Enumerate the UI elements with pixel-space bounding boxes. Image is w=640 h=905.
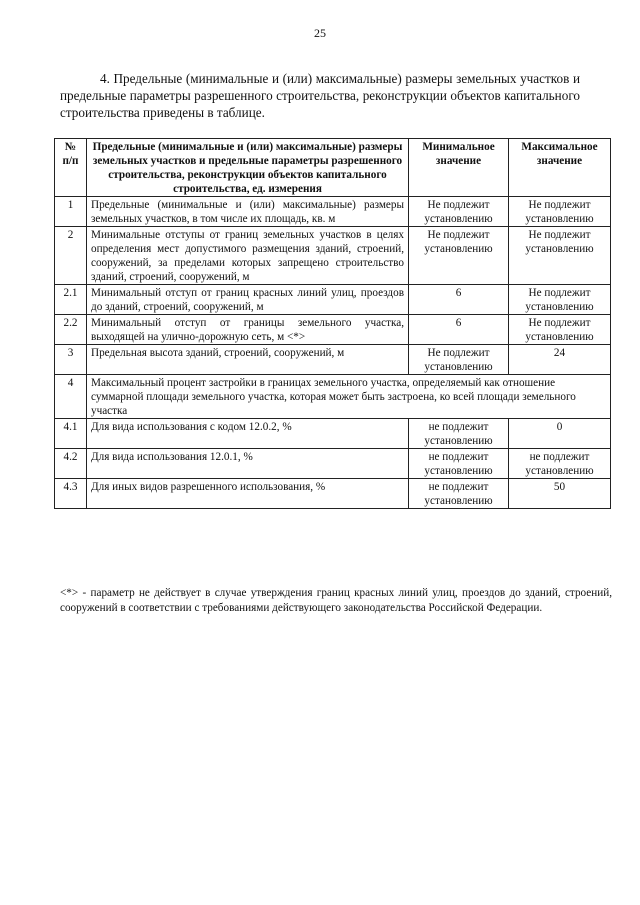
row-max: Не подлежит установлению xyxy=(509,285,611,315)
row-name: Предельная высота зданий, строений, сооружений, м xyxy=(87,345,409,375)
table-row xyxy=(55,449,611,479)
footnote: <*> - параметр не действует в случае утверждения границ красных линий улиц, проездов до зданий, строений, сооружений в соответствии с требованиями действующего законодательства Российской Федерации. xyxy=(60,587,612,614)
row-min: не подлежит установлению xyxy=(409,419,509,449)
intro-paragraph: 4. Предельные (минимальные и (или) максимальные) размеры земельных участков и предельные параметры разрешенного строительства, реконструкции объектов капитального строительства приведены в таблице. xyxy=(60,71,580,120)
table-row xyxy=(55,315,611,345)
row-max: Не подлежит установлению xyxy=(509,315,611,345)
table-header-row xyxy=(55,139,611,197)
header-min: Минимальное значение xyxy=(409,139,509,197)
row-name: Предельные (минимальные и (или) максимальные) размеры земельных участков, в том числе их площадь, кв. м xyxy=(87,197,409,227)
table-row xyxy=(55,345,611,375)
row-min: не подлежит установлению xyxy=(409,479,509,509)
row-max: не подлежит установлению xyxy=(509,449,611,479)
header-max: Максимальное значение xyxy=(509,139,611,197)
table-row xyxy=(55,227,611,285)
header-name: Предельные (минимальные и (или) максимальные) размеры земельных участков и предельные параметры разрешенного строительства, реконструкции объектов капитального строительства, ед. измерения xyxy=(87,139,409,197)
row-max: Не подлежит установлению xyxy=(509,197,611,227)
row-max: 0 xyxy=(509,419,611,449)
row-min: 6 xyxy=(409,315,509,345)
row-min: 6 xyxy=(409,285,509,315)
row-name: Минимальный отступ от границы земельного участка, выходящей на улично-дорожную сеть, м <*> xyxy=(87,315,409,345)
row-num: 4.2 xyxy=(55,449,87,479)
header-num: № п/п xyxy=(55,139,87,197)
row-min: Не подлежит установлению xyxy=(409,345,509,375)
row-num: 4 xyxy=(55,375,87,419)
row-min: Не подлежит установлению xyxy=(409,227,509,285)
row-name: Для вида использования с кодом 12.0.2, % xyxy=(87,419,409,449)
table-row xyxy=(55,285,611,315)
row-name: Для вида использования 12.0.1, % xyxy=(87,449,409,479)
row-num: 2.1 xyxy=(55,285,87,315)
row-name: Для иных видов разрешенного использования, % xyxy=(87,479,409,509)
row-name: Минимальный отступ от границ красных линий улиц, проездов до зданий, строений, сооружений, м xyxy=(87,285,409,315)
row-num: 3 xyxy=(55,345,87,375)
row-num: 4.1 xyxy=(55,419,87,449)
table-row xyxy=(55,479,611,509)
row-name: Минимальные отступы от границ земельных участков в целях определения мест допустимого размещения зданий, строений, сооружений, за пределами которых запрещено строительство зданий, строений, сооружений, м xyxy=(87,227,409,285)
page-number: 25 xyxy=(314,26,326,40)
table-row xyxy=(55,419,611,449)
row-max: Не подлежит установлению xyxy=(509,227,611,285)
row-num: 4.3 xyxy=(55,479,87,509)
row-max: 50 xyxy=(509,479,611,509)
row-num: 2.2 xyxy=(55,315,87,345)
row-min: не подлежит установлению xyxy=(409,449,509,479)
row-num: 2 xyxy=(55,227,87,285)
row-name-merged: Максимальный процент застройки в границах земельного участка, определяемый как отношение суммарной площади земельного участка, которая может быть застроена, ко всей площади земельного участка xyxy=(87,375,611,419)
table-row xyxy=(55,375,611,419)
row-max: 24 xyxy=(509,345,611,375)
row-min: Не подлежит установлению xyxy=(409,197,509,227)
table-row xyxy=(55,197,611,227)
row-num: 1 xyxy=(55,197,87,227)
limits-table xyxy=(54,138,611,509)
